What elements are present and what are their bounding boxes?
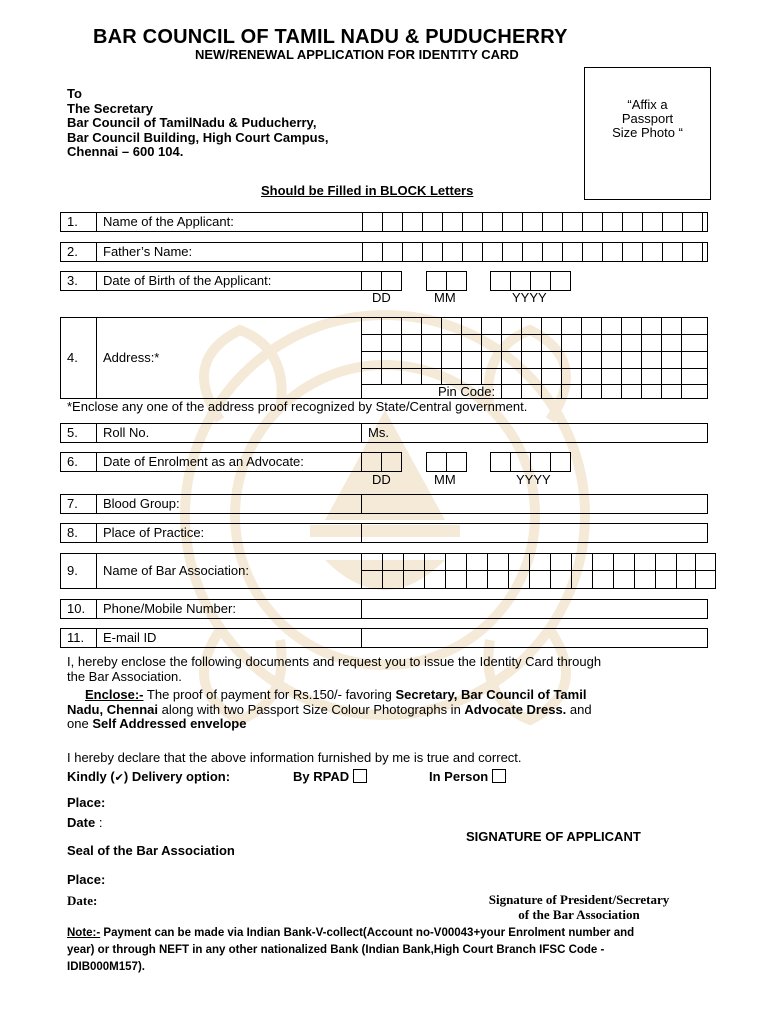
char-cell[interactable] (550, 452, 571, 472)
roll-no-value[interactable]: Ms. (368, 425, 389, 440)
char-cell[interactable] (362, 212, 383, 232)
char-cell[interactable] (682, 212, 703, 232)
field-label: Phone/Mobile Number: (103, 601, 236, 616)
seal-label: Seal of the Bar Association (67, 843, 235, 858)
enrol-yyyy-label: YYYY (516, 472, 551, 487)
char-cell[interactable] (442, 212, 463, 232)
char-cell[interactable] (622, 242, 643, 262)
field-row-dob (60, 271, 362, 291)
char-cell[interactable] (582, 242, 603, 262)
char-cell[interactable] (426, 452, 447, 472)
char-cell[interactable] (482, 242, 503, 262)
field-number: 10. (61, 600, 97, 618)
address-to: To (67, 86, 82, 101)
char-cell[interactable] (502, 212, 523, 232)
char-cell[interactable] (542, 242, 563, 262)
field-row-father-name (60, 242, 708, 262)
field-label: Date of Enrolment as an Advocate: (103, 454, 304, 469)
field-label: Name of Bar Association: (103, 563, 249, 578)
divider (361, 629, 362, 647)
char-cell[interactable] (510, 271, 531, 291)
field-label: Address:* (103, 350, 160, 365)
check-mark-icon: ✔ (114, 772, 124, 784)
char-cell[interactable] (446, 452, 467, 472)
field-label: Place of Practice: (103, 525, 205, 540)
field-number: 4. (61, 318, 97, 398)
char-cell[interactable] (402, 242, 423, 262)
divider (361, 424, 362, 442)
name-char-cells[interactable] (362, 212, 702, 232)
char-cell[interactable] (490, 452, 511, 472)
date-label-2: Date: (67, 893, 98, 908)
field-row-roll-no (60, 423, 708, 443)
char-cell[interactable] (602, 242, 623, 262)
address-line: Bar Council Building, High Court Campus, (67, 129, 329, 145)
char-cell[interactable] (502, 242, 523, 262)
field-number: 8. (61, 524, 97, 542)
delivery-in-person-option: In Person (429, 769, 506, 784)
char-cell[interactable] (550, 271, 571, 291)
char-cell[interactable] (602, 212, 623, 232)
char-cell[interactable] (402, 212, 423, 232)
request-paragraph (67, 655, 601, 684)
char-cell[interactable] (530, 271, 551, 291)
page-title: BAR COUNCIL OF TAMIL NADU & PUDUCHERRY (93, 26, 568, 48)
place-label-2: Place: (67, 872, 106, 887)
enrol-year-cells[interactable] (490, 452, 570, 472)
divider (361, 495, 362, 513)
declaration-text: I hereby declare that the above information furnished by me is true and correct. (67, 750, 522, 765)
char-cell[interactable] (642, 242, 663, 262)
char-cell[interactable] (422, 242, 443, 262)
enrol-day-cells[interactable] (361, 452, 401, 472)
recipient-address (67, 87, 328, 160)
dob-year-cells[interactable] (490, 271, 570, 291)
enrol-dd-label: DD (372, 472, 391, 487)
field-number: 7. (61, 495, 97, 513)
address-line: Bar Council of TamilNadu & Puducherry, (67, 115, 317, 130)
enrol-month-cells[interactable] (426, 452, 466, 472)
char-cell[interactable] (582, 212, 603, 232)
char-cell[interactable] (530, 452, 551, 472)
char-cell[interactable] (662, 242, 683, 262)
photo-text: Passport (621, 111, 674, 126)
dob-mm-label: MM (434, 290, 456, 305)
bar-association-grid[interactable] (361, 553, 717, 589)
field-row-place-of-practice (60, 523, 708, 543)
field-row-address (60, 317, 362, 399)
address-proof-note: *Enclose any one of the address proof recognized by State/Central government. (67, 399, 528, 414)
char-cell[interactable] (562, 242, 583, 262)
field-row-email (60, 628, 708, 648)
dob-yyyy-label: YYYY (512, 290, 547, 305)
field-label: Father’s Name: (103, 244, 193, 259)
signature-president-label: Signature of President/Secretary of the Bar Association (488, 892, 670, 922)
char-cell[interactable] (490, 271, 511, 291)
payment-note: Note:- Payment can be made via Indian Bank-V-collect(Account no-V00043+your Enrolment number and year) or through NEFT in any other nationalized Bank (Indian Bank,High Court Branch IFSC Code - IDIB000M157). (67, 927, 635, 973)
delivery-rpad-option: By RPAD (293, 769, 367, 784)
char-cell[interactable] (382, 212, 403, 232)
field-row-enrolment-date (60, 452, 362, 472)
char-cell[interactable] (442, 242, 463, 262)
char-cell[interactable] (381, 452, 402, 472)
field-label: E-mail ID (103, 630, 157, 645)
place-label: Place: (67, 795, 106, 810)
dob-month-cells[interactable] (426, 271, 466, 291)
request-line: the Bar Association. (67, 668, 182, 684)
block-letters-instruction: Should be Filled in BLOCK Letters (261, 183, 474, 198)
field-label: Date of Birth of the Applicant: (103, 273, 272, 288)
field-number: 6. (61, 453, 97, 471)
photo-text: Size Photo “ (612, 125, 683, 140)
father-name-char-cells[interactable] (362, 242, 702, 262)
char-cell[interactable] (362, 242, 383, 262)
field-number: 11. (61, 629, 97, 647)
char-cell[interactable] (522, 242, 543, 262)
char-cell[interactable] (522, 212, 543, 232)
char-cell[interactable] (462, 242, 483, 262)
form-subtitle: NEW/RENEWAL APPLICATION FOR IDENTITY CARD (195, 47, 519, 62)
divider (361, 600, 362, 618)
char-cell[interactable] (462, 212, 483, 232)
char-cell[interactable] (382, 242, 403, 262)
address-line: Chennai – 600 104. (67, 144, 184, 159)
in-person-checkbox[interactable] (492, 769, 506, 783)
enrol-mm-label: MM (434, 472, 456, 487)
delivery-option: Kindly (✔) Delivery option: (67, 769, 231, 784)
char-cell[interactable] (542, 212, 563, 232)
field-number: 5. (61, 424, 97, 442)
dob-day-cells[interactable] (361, 271, 401, 291)
signature-applicant-label: SIGNATURE OF APPLICANT (466, 829, 641, 844)
char-cell[interactable] (426, 271, 447, 291)
char-cell[interactable] (361, 271, 382, 291)
field-label: Roll No. (103, 425, 150, 440)
field-number: 3. (61, 272, 97, 290)
address-line: The Secretary (67, 100, 153, 116)
request-line: I, hereby enclose the following documents and request you to issue the Identity Card through (67, 654, 602, 669)
char-cell[interactable] (361, 452, 382, 472)
field-label: Name of the Applicant: (103, 214, 234, 229)
date-label: Date : (67, 815, 103, 830)
char-cell[interactable] (381, 271, 402, 291)
char-cell[interactable] (562, 212, 583, 232)
field-row-bar-association (60, 553, 362, 589)
field-number: 2. (61, 243, 97, 261)
enclose-paragraph: Enclose:- The proof of payment for Rs.150/- favoring Secretary, Bar Council of Tamil Nadu, Chennai along with two Passport Size Colour Photographs in Advocate Dress. and one Self Addressed envelope (67, 687, 592, 731)
char-cell[interactable] (422, 212, 443, 232)
enclose-label: Enclose:- (85, 687, 144, 702)
field-number: 9. (61, 554, 97, 588)
char-cell[interactable] (682, 242, 703, 262)
divider (361, 524, 362, 542)
photo-text: “Affix a (627, 97, 668, 112)
address-grid[interactable] (361, 317, 711, 399)
field-row-phone (60, 599, 708, 619)
dob-dd-label: DD (372, 290, 391, 305)
field-number: 1. (61, 213, 97, 231)
char-cell[interactable] (642, 212, 663, 232)
rpad-checkbox[interactable] (353, 769, 367, 783)
field-row-blood-group (60, 494, 708, 514)
field-row-name (60, 212, 708, 232)
char-cell[interactable] (662, 212, 683, 232)
char-cell[interactable] (510, 452, 531, 472)
char-cell[interactable] (446, 271, 467, 291)
pin-code-label: Pin Code: (438, 384, 496, 399)
char-cell[interactable] (622, 212, 643, 232)
field-label: Blood Group: (103, 496, 180, 511)
passport-photo-box[interactable] (584, 67, 711, 200)
char-cell[interactable] (482, 212, 503, 232)
